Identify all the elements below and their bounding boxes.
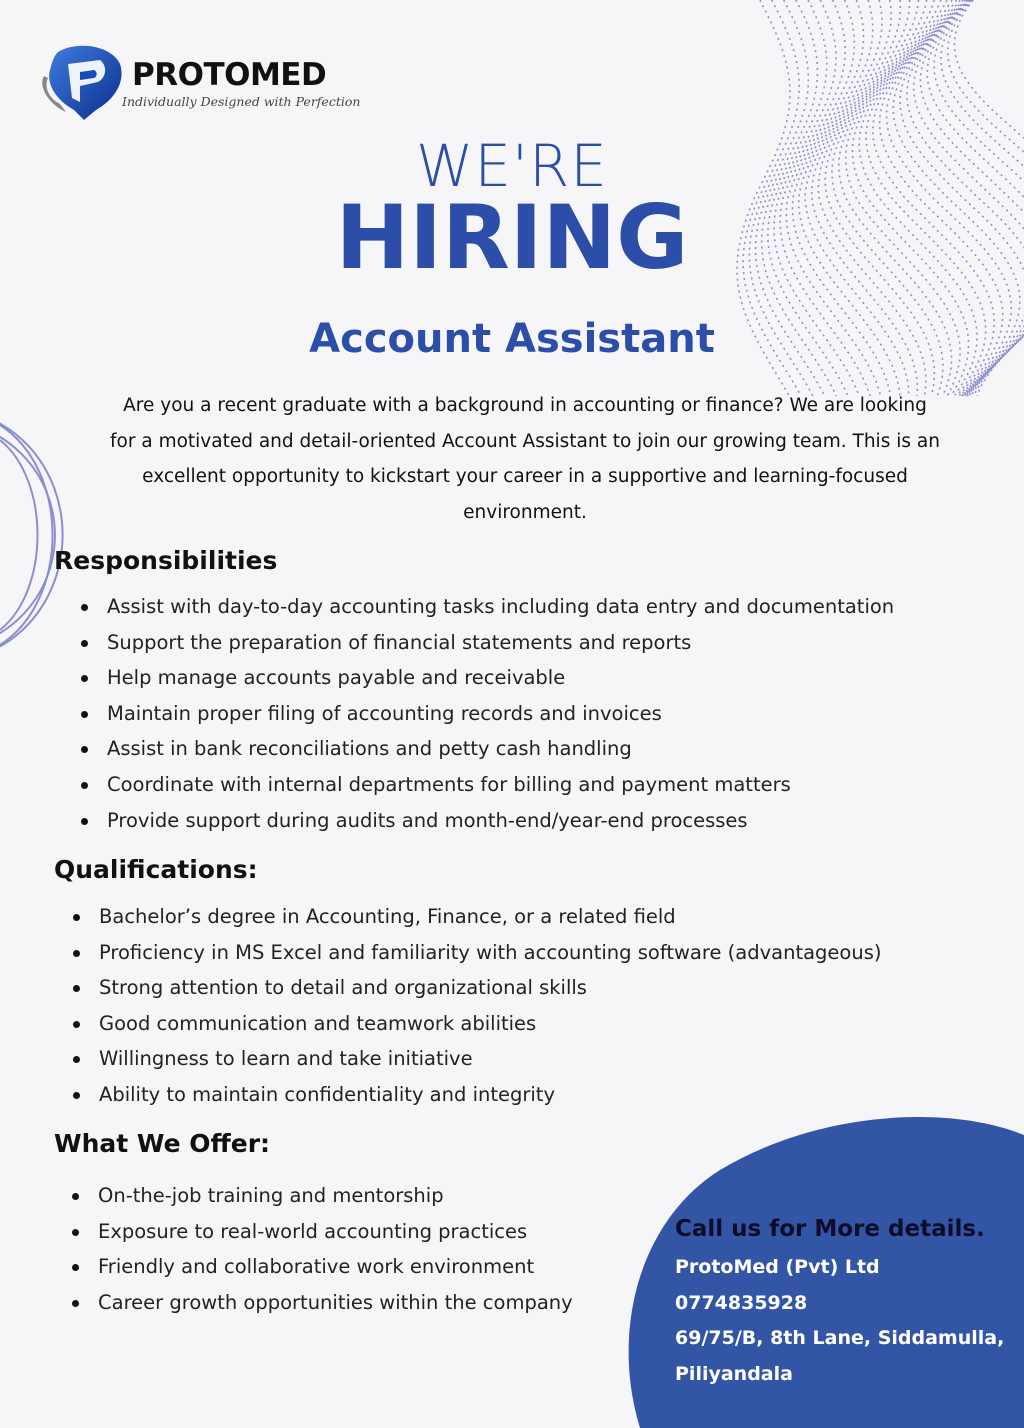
offer-heading: What We Offer: bbox=[54, 1129, 271, 1158]
list-item: Support the preparation of financial statements and reports bbox=[107, 625, 894, 661]
intro-paragraph: Are you a recent graduate with a background in accounting or finance? We are looking for a motivated and detail-oriented Account Assistant to join our growing team. This is an excellent opportunity to kickstart your career in a supportive and learning-focused environment. bbox=[110, 395, 940, 523]
offer-list bbox=[98, 1178, 573, 1320]
contact-phone[interactable]: 0774835928 bbox=[675, 1291, 808, 1314]
list-item: Willingness to learn and take initiative bbox=[99, 1041, 881, 1077]
contact-address-line2: Piliyandala bbox=[675, 1362, 793, 1385]
list-item: Career growth opportunities within the company bbox=[98, 1285, 573, 1321]
protomed-logo-icon bbox=[34, 42, 130, 122]
list-item: Help manage accounts payable and receivable bbox=[107, 660, 894, 696]
left-arcs bbox=[0, 410, 63, 660]
list-item: Assist with day-to-day accounting tasks including data entry and documentation bbox=[107, 589, 894, 625]
list-item: Strong attention to detail and organizational skills bbox=[99, 970, 881, 1006]
contact-company: ProtoMed (Pvt) Ltd bbox=[675, 1256, 880, 1278]
list-item: Good communication and teamwork abilities bbox=[99, 1006, 881, 1042]
brand-logo bbox=[34, 42, 361, 122]
list-item: Proficiency in MS Excel and familiarity with accounting software (advantageous) bbox=[99, 935, 881, 971]
list-item: Ability to maintain confidentiality and integrity bbox=[99, 1077, 881, 1113]
job-title: Account Assistant bbox=[309, 316, 715, 362]
list-item: Friendly and collaborative work environment bbox=[98, 1249, 573, 1285]
list-item: Maintain proper filing of accounting records and invoices bbox=[107, 696, 894, 732]
qualifications-list bbox=[99, 899, 881, 1113]
list-item: Coordinate with internal departments for billing and payment matters bbox=[107, 767, 894, 803]
contact-address-line1: 69/75/B, 8th Lane, Siddamulla, bbox=[675, 1327, 1005, 1349]
headline-hiring: HIRING bbox=[335, 186, 689, 289]
list-item: Bachelor’s degree in Accounting, Finance, or a related field bbox=[99, 899, 881, 935]
responsibilities-list bbox=[107, 589, 894, 838]
list-item: Exposure to real-world accounting practices bbox=[98, 1214, 573, 1250]
brand-tagline: Individually Designed with Perfection bbox=[122, 94, 361, 109]
headline-were: WE'RE bbox=[416, 132, 608, 200]
contact-section bbox=[675, 1216, 1020, 1392]
list-item: On-the-job training and mentorship bbox=[98, 1178, 573, 1214]
brand-name: PROTOMED bbox=[132, 57, 327, 93]
contact-heading: Call us for More details. bbox=[675, 1216, 985, 1242]
responsibilities-heading: Responsibilities bbox=[54, 546, 278, 575]
qualifications-heading: Qualifications: bbox=[54, 855, 258, 884]
list-item: Assist in bank reconciliations and petty cash handling bbox=[107, 731, 894, 767]
list-item: Provide support during audits and month-end/year-end processes bbox=[107, 803, 894, 839]
